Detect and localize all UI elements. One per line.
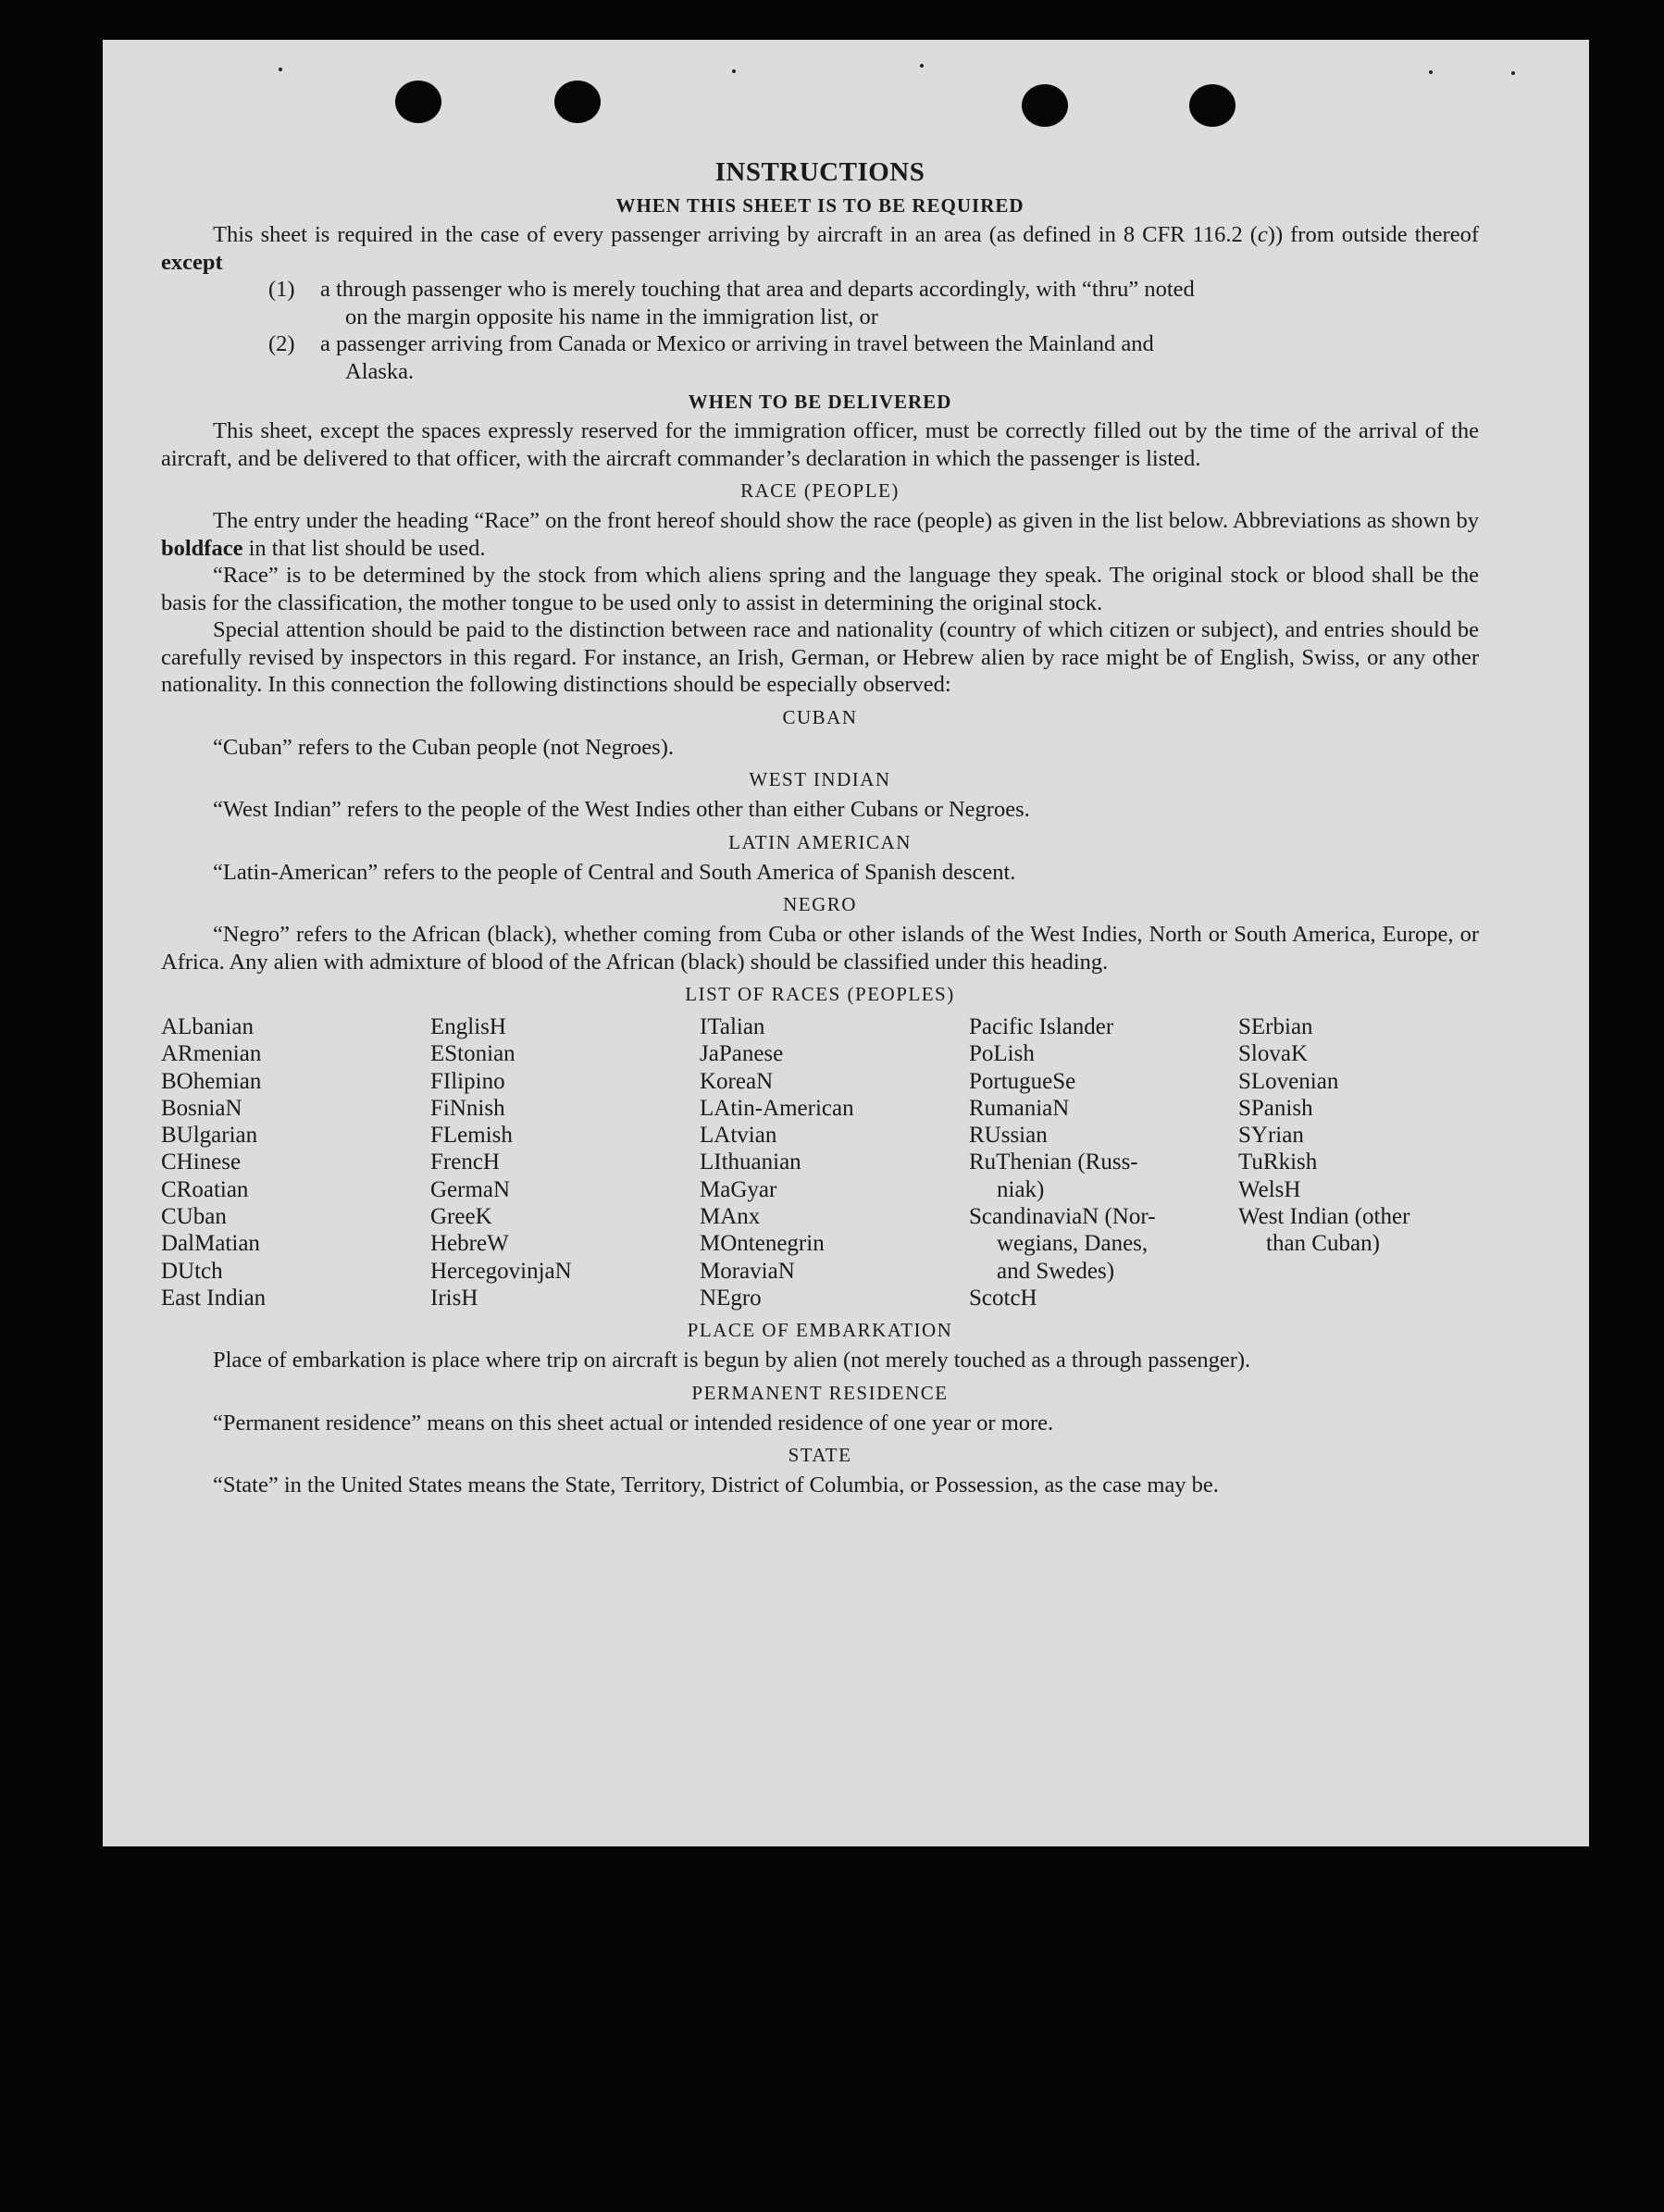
race-item: GreeK [430,1204,492,1230]
race-item: FiNnish [430,1095,505,1121]
heading-race: RACE (PEOPLE) [740,479,900,502]
race-item: ARmenian [161,1041,262,1067]
race-item: WelsH [1238,1176,1301,1202]
race-item: BUlgarian [161,1123,258,1149]
state-text: “State” in the United States means the State, Territory, District of Columbia, or Possession, as the case may be. [213,1473,1219,1498]
race-item: RumaniaN [969,1095,1070,1121]
heading-embarkation: PLACE OF EMBARKATION [687,1319,953,1342]
speck [1511,71,1515,75]
race-item: CHinese [161,1149,242,1175]
race-item: RuThenian (Russ- [969,1149,1138,1175]
heading-when-required: WHEN THIS SHEET IS TO BE REQUIRED [615,194,1024,217]
race-item: DalMatian [161,1231,260,1257]
latin-american-text: “Latin-American” refers to the people of Central and South America of Spanish descent. [213,859,1016,885]
heading-cuban: CUBAN [782,705,858,728]
race-item: MaGyar [700,1176,777,1202]
race-item: FIlipino [430,1068,505,1094]
race-item: JaPanese [700,1041,784,1067]
race-item-continuation: and Swedes) [997,1258,1115,1284]
heading-permanent-residence: PERMANENT RESIDENCE [691,1381,949,1404]
race-item: SYrian [1238,1123,1304,1149]
race-item: FrencH [430,1149,500,1175]
race-item: DUtch [161,1258,223,1284]
race-item: LIthuanian [700,1149,801,1175]
race-item: CRoatian [161,1176,249,1202]
race-item: HebreW [430,1231,509,1257]
heading-state: STATE [788,1444,852,1467]
race-item: MAnx [700,1204,761,1230]
exception-item-1: (1) a through passenger who is merely touching that area and departs accordingly, with “thru” noted on the margin opposite his name in the immigration list, or [268,277,1195,329]
race-item: HercegovinjaN [430,1258,572,1284]
race-item: SErbian [1238,1014,1313,1039]
race-paragraph-1: The entry under the heading “Race” on the front hereof should show the race (people) as given in the list below. Abbreviations as shown by boldface in that list should be used. [161,508,1479,561]
negro-text: “Negro” refers to the African (black), whether coming from Cuba or other islands of the West Indies, North or South America, Europe, or Africa. Any alien with admixture of blood of the African (black) should be classified under this heading. [161,922,1479,975]
punch-hole-2 [554,81,601,123]
race-item: ScotcH [969,1285,1037,1311]
races-column-1 [161,1013,430,1311]
embarkation-text: Place of embarkation is place where trip on aircraft is begun by alien (not merely touched as a through passenger). [213,1348,1251,1373]
race-item: East Indian [161,1285,267,1311]
race-item: SLovenian [1238,1068,1339,1094]
race-item: ScandinaviaN (Nor- [969,1204,1156,1230]
punch-hole-4 [1189,84,1236,127]
race-item: BOhemian [161,1068,262,1094]
race-item: LAtvian [700,1123,777,1149]
race-item: BosniaN [161,1095,242,1121]
race-item-continuation: wegians, Danes, [997,1231,1149,1257]
race-item: ALbanian [161,1014,254,1039]
instructions-body [161,155,1479,1499]
race-item: LAtin-American [700,1095,854,1121]
race-item: CUban [161,1204,227,1230]
races-list [161,1013,1479,1311]
race-item-continuation: niak) [997,1176,1045,1202]
races-column-2 [430,1013,700,1311]
race-item: SlovaK [1238,1041,1308,1067]
race-item: IrisH [430,1285,478,1311]
exception-item-2: (2) a passenger arriving from Canada or Mexico or arriving in travel between the Mainland and Alaska. [268,331,1154,384]
heading-latin-american: LATIN AMERICAN [728,830,912,853]
punch-hole-1 [395,81,441,123]
race-item: West Indian (other [1238,1204,1410,1230]
speck [279,68,282,71]
race-item: NEgro [700,1285,762,1311]
race-item: ITalian [700,1014,765,1039]
heading-negro: NEGRO [783,893,857,915]
instruction-sheet [103,40,1589,1846]
race-paragraph-2: “Race” is to be determined by the stock from which aliens spring and the language they speak. The original stock or blood shall be the basis for the classification, the mother tongue to be used only to assist in determining the original stock. [161,563,1479,615]
race-item: FLemish [430,1123,513,1149]
punch-hole-3 [1022,84,1068,127]
heading-list-of-races: LIST OF RACES (PEOPLES) [685,983,955,1005]
heading-when-delivered: WHEN TO BE DELIVERED [688,391,952,413]
speck [732,69,736,73]
race-paragraph-3: Special attention should be paid to the distinction between race and nationality (country of which citizen or subject), and entries should be carefully revised by inspectors in this regard. For instance, an Irish, German, or Hebrew alien by race might be of English, Swiss, or any other nationality. In this connection the following distinctions should be especially observed: [161,617,1479,697]
speck [1429,70,1433,74]
west-indian-text: “West Indian” refers to the people of the West Indies other than either Cubans or Negroes. [213,797,1030,822]
race-item: GermaN [430,1176,511,1202]
race-item: TuRkish [1238,1149,1318,1175]
when-required-text: This sheet is required in the case of every passenger arriving by aircraft in an area (as defined in 8 CFR 116.2 (c)) from outside thereof except [161,222,1479,275]
when-delivered-text: This sheet, except the spaces expressly reserved for the immigration officer, must be correctly filled out by the time of the arrival of the aircraft, and be delivered to that officer, with the aircraft commander’s declaration in which the passenger is listed. [161,418,1479,471]
race-item: PoLish [969,1041,1035,1067]
race-item: Pacific Islander [969,1014,1114,1039]
speck [920,64,924,68]
race-item: RUssian [969,1123,1048,1149]
races-column-4 [969,1013,1238,1311]
race-item: KoreaN [700,1068,774,1094]
race-item-continuation: than Cuban) [1266,1231,1380,1257]
race-item: PortugueSe [969,1068,1076,1094]
race-item: EStonian [430,1041,515,1067]
race-item: EnglisH [430,1014,506,1039]
race-item: MOntenegrin [700,1231,825,1257]
cuban-text: “Cuban” refers to the Cuban people (not Negroes). [213,734,674,760]
races-column-3 [700,1013,969,1311]
race-item: SPanish [1238,1095,1313,1121]
race-item: MoraviaN [700,1258,795,1284]
races-column-5 [1238,1013,1479,1311]
permanent-residence-text: “Permanent residence” means on this sheet actual or intended residence of one year or more. [213,1410,1054,1435]
heading-west-indian: WEST INDIAN [749,768,891,790]
page-title: INSTRUCTIONS [714,157,925,187]
